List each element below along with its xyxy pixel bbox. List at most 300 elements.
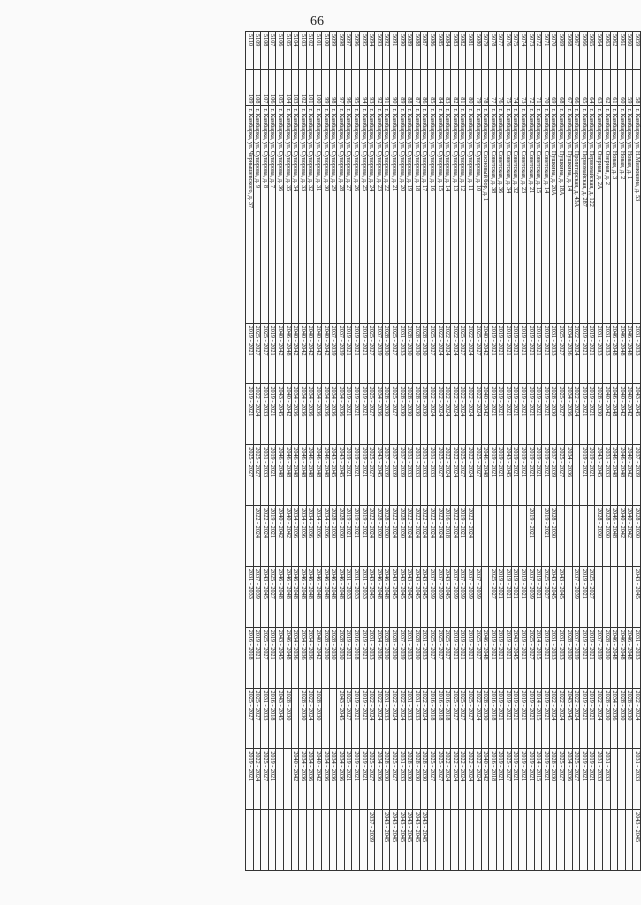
cell-period: [329, 810, 337, 871]
cell-period: [587, 810, 595, 871]
cell-period: 2031 - 2033: [398, 323, 406, 384]
cell-period: [603, 810, 611, 871]
cell-period: 2043 - 2045: [413, 566, 421, 627]
cell-period: 2037 - 2039: [451, 566, 459, 627]
cell-row-number: 5102: [306, 32, 314, 70]
cell-item-number: 101: [306, 70, 314, 106]
cell-period: [610, 749, 618, 810]
cell-period: 2043 - 2045: [390, 566, 398, 627]
cell-period: 2025 - 2027: [435, 749, 443, 810]
cell-period: 2037 - 2039: [473, 566, 481, 627]
cell-row-number: 5075: [511, 32, 519, 70]
cell-period: 2019 - 2021: [352, 323, 360, 384]
cell-period: [246, 506, 254, 567]
cell-period: 2025 - 2027: [489, 566, 497, 627]
cell-item-number: 71: [534, 70, 542, 106]
cell-period: 2022 - 2024: [557, 688, 565, 749]
cell-period: 2034 - 2036: [375, 749, 383, 810]
cell-period: [625, 810, 633, 871]
cell-period: 2022 - 2024: [633, 688, 641, 749]
cell-period: 2031 - 2033: [246, 566, 254, 627]
cell-period: 2028 - 2030: [565, 627, 573, 688]
cell-period: [496, 810, 504, 871]
cell-address: г. Камбарка, ул. Пушкина, д. 18А: [557, 106, 565, 323]
table-row: [534, 32, 542, 871]
cell-period: 2019 - 2021: [580, 384, 588, 445]
cell-item-number: 70: [542, 70, 550, 106]
cell-period: 2025 - 2027: [435, 627, 443, 688]
cell-period: 2028 - 2030: [337, 506, 345, 567]
cell-address: г. Камбарка, ул. Суворова, д. 31: [314, 106, 322, 323]
cell-period: 2019 - 2021: [352, 688, 360, 749]
register-table: [245, 31, 641, 871]
cell-period: 2025 - 2027: [542, 566, 550, 627]
cell-address: г. Камбарка, ул. Новая, д. 1: [625, 106, 633, 323]
cell-period: 2025 - 2027: [428, 627, 436, 688]
cell-address: г. Камбарка, ул. Суворова, д. 8: [261, 106, 269, 323]
cell-period: 2019 - 2021: [360, 627, 368, 688]
cell-address: г. Камбарка, ул. Суворова, д. 9: [253, 106, 261, 323]
cell-item-number: 68: [557, 70, 565, 106]
cell-period: 2043 - 2045: [390, 810, 398, 871]
cell-period: 2037 - 2039: [398, 445, 406, 506]
table-row: [504, 32, 512, 871]
table-row: [329, 32, 337, 871]
cell-address: г. Камбарка, ул. Суворова, д. 29: [329, 106, 337, 323]
cell-period: 2031 - 2033: [603, 323, 611, 384]
cell-period: 2025 - 2027: [390, 323, 398, 384]
cell-period: 2037 - 2039: [428, 566, 436, 627]
cell-item-number: 69: [549, 70, 557, 106]
cell-row-number: 5079: [481, 32, 489, 70]
cell-period: 2014 - 2015: [534, 749, 542, 810]
cell-period: [489, 810, 497, 871]
cell-row-number: 5107: [268, 32, 276, 70]
cell-address: г. Камбарка, ул. Суворова, д. 36: [276, 106, 284, 323]
cell-period: 2037 - 2039: [458, 566, 466, 627]
cell-period: 2028 - 2030: [549, 384, 557, 445]
cell-period: 2028 - 2030: [420, 384, 428, 445]
cell-period: 2019 - 2021: [587, 445, 595, 506]
cell-period: [519, 810, 527, 871]
cell-address: г. Камбарка, ул. Советская, д. 38: [489, 106, 497, 323]
table-row: [519, 32, 527, 871]
cell-period: 2028 - 2030: [299, 688, 307, 749]
cell-period: 2040 - 2042: [284, 384, 292, 445]
cell-period: [489, 506, 497, 567]
cell-row-number: 5096: [352, 32, 360, 70]
cell-period: 2019 - 2021: [344, 323, 352, 384]
cell-address: г. Камбарка, ул. Суворова, д. 30: [322, 106, 330, 323]
cell-period: 2019 - 2021: [344, 627, 352, 688]
table-row: [511, 32, 519, 871]
cell-period: [580, 810, 588, 871]
cell-period: [496, 506, 504, 567]
cell-row-number: 5093: [375, 32, 383, 70]
cell-period: 2022 - 2024: [390, 506, 398, 567]
cell-period: [565, 566, 573, 627]
table-row: [382, 32, 390, 871]
cell-row-number: 5071: [542, 32, 550, 70]
cell-period: 2019 - 2021: [527, 445, 535, 506]
cell-period: 2043 - 2045: [398, 566, 406, 627]
cell-period: 2019 - 2021: [519, 323, 527, 384]
cell-item-number: 99: [322, 70, 330, 106]
cell-row-number: 5072: [534, 32, 542, 70]
cell-period: 2037 - 2039: [398, 627, 406, 688]
cell-period: 2046 - 2048: [610, 384, 618, 445]
cell-period: 2019 - 2021: [519, 445, 527, 506]
table-row: [458, 32, 466, 871]
cell-period: 2022 - 2024: [451, 384, 459, 445]
cell-period: 2019 - 2021: [344, 506, 352, 567]
cell-period: 2046 - 2048: [284, 323, 292, 384]
cell-period: 2019 - 2021: [587, 384, 595, 445]
cell-period: [329, 688, 337, 749]
cell-period: 2019 - 2021: [587, 749, 595, 810]
cell-period: 2019 - 2021: [458, 506, 466, 567]
cell-item-number: 61: [610, 70, 618, 106]
cell-period: 2019 - 2021: [542, 323, 550, 384]
cell-period: [481, 566, 489, 627]
cell-period: 2028 - 2030: [329, 627, 337, 688]
cell-row-number: 5108: [261, 32, 269, 70]
cell-period: [443, 810, 451, 871]
table-row: [352, 32, 360, 871]
cell-period: 2043 - 2045: [261, 566, 269, 627]
cell-period: 2040 - 2042: [284, 506, 292, 567]
cell-row-number: 5087: [420, 32, 428, 70]
cell-period: 2019 - 2021: [519, 688, 527, 749]
cell-period: 2043 - 2045: [565, 688, 573, 749]
cell-item-number: 106: [268, 70, 276, 106]
cell-period: 2019 - 2021: [587, 323, 595, 384]
cell-period: 2040 - 2042: [625, 445, 633, 506]
table-row: [572, 32, 580, 871]
cell-period: 2028 - 2030: [405, 384, 413, 445]
cell-period: [481, 810, 489, 871]
cell-period: 2031 - 2033: [352, 566, 360, 627]
cell-period: [595, 566, 603, 627]
cell-period: 2025 - 2027: [253, 445, 261, 506]
cell-address: г. Камбарка, ул. Суворова, д. 23: [375, 106, 383, 323]
cell-period: 2037 - 2039: [633, 445, 641, 506]
cell-period: 2025 - 2027: [261, 627, 269, 688]
cell-item-number: 94: [360, 70, 368, 106]
cell-period: 2025 - 2027: [390, 749, 398, 810]
cell-period: 2040 - 2042: [322, 323, 330, 384]
table-row: [466, 32, 474, 871]
cell-address: г. Камбарка, ул. Советская, д. 36: [496, 106, 504, 323]
cell-period: 2037 - 2039: [390, 445, 398, 506]
cell-period: 2043 - 2045: [375, 445, 383, 506]
cell-period: 2019 - 2021: [344, 384, 352, 445]
cell-period: 2028 - 2030: [413, 627, 421, 688]
cell-period: 2040 - 2042: [481, 749, 489, 810]
cell-period: 2031 - 2033: [633, 749, 641, 810]
cell-period: [466, 810, 474, 871]
table-row: [625, 32, 633, 871]
cell-period: 2019 - 2021: [534, 566, 542, 627]
cell-period: 2019 - 2021: [511, 749, 519, 810]
cell-period: 2034 - 2036: [375, 627, 383, 688]
cell-period: 2019 - 2021: [504, 627, 512, 688]
register-table-body: [246, 32, 641, 871]
cell-period: [534, 506, 542, 567]
cell-period: 2028 - 2030: [314, 688, 322, 749]
cell-row-number: 5098: [337, 32, 345, 70]
cell-item-number: 84: [435, 70, 443, 106]
cell-period: 2046 - 2048: [322, 566, 330, 627]
cell-period: 2022 - 2024: [435, 323, 443, 384]
table-row: [299, 32, 307, 871]
cell-row-number: 5060: [625, 32, 633, 70]
cell-period: 2037 - 2039: [367, 810, 375, 871]
cell-period: 2019 - 2021: [268, 749, 276, 810]
cell-period: 2025 - 2027: [458, 688, 466, 749]
cell-period: 2040 - 2042: [618, 506, 626, 567]
cell-item-number: 73: [519, 70, 527, 106]
cell-period: [625, 749, 633, 810]
cell-period: 2034 - 2036: [337, 384, 345, 445]
table-row: [246, 32, 254, 871]
cell-item-number: 95: [352, 70, 360, 106]
cell-period: 2019 - 2021: [268, 323, 276, 384]
cell-period: 2046 - 2048: [610, 445, 618, 506]
cell-item-number: 97: [337, 70, 345, 106]
cell-period: 2019 - 2021: [466, 627, 474, 688]
cell-period: 2019 - 2021: [542, 384, 550, 445]
cell-period: 2028 - 2030: [382, 323, 390, 384]
cell-period: 2031 - 2033: [595, 323, 603, 384]
cell-period: 2022 - 2024: [473, 384, 481, 445]
table-row: [344, 32, 352, 871]
cell-period: 2022 - 2024: [390, 688, 398, 749]
table-row: [473, 32, 481, 871]
cell-period: 2014 - 2015: [534, 627, 542, 688]
cell-period: 2016 - 2018: [352, 627, 360, 688]
cell-period: 2046 - 2048: [299, 566, 307, 627]
table-row: [580, 32, 588, 871]
cell-period: 2040 - 2042: [291, 323, 299, 384]
cell-period: 2034 - 2036: [314, 384, 322, 445]
cell-row-number: 5069: [557, 32, 565, 70]
cell-period: [580, 506, 588, 567]
cell-row-number: 5091: [390, 32, 398, 70]
cell-period: 2037 - 2039: [549, 445, 557, 506]
cell-period: 2028 - 2030: [420, 323, 428, 384]
table-row: [360, 32, 368, 871]
cell-period: 2022 - 2024: [253, 384, 261, 445]
cell-period: 2043 - 2045: [511, 627, 519, 688]
table-row: [496, 32, 504, 871]
cell-period: 2046 - 2048: [382, 566, 390, 627]
cell-period: 2022 - 2024: [451, 323, 459, 384]
cell-period: [565, 810, 573, 871]
table-row: [603, 32, 611, 871]
cell-period: 2022 - 2024: [451, 506, 459, 567]
table-row: [557, 32, 565, 871]
cell-period: 2031 - 2033: [367, 627, 375, 688]
cell-period: 2037 - 2039: [466, 566, 474, 627]
cell-address: г. Камбарка, ул. Суворова, д. 10: [473, 106, 481, 323]
cell-period: 2019 - 2021: [268, 627, 276, 688]
page-number: 66: [310, 14, 324, 29]
cell-address: г. Камбарка, ул. Суворова, д. 33: [299, 106, 307, 323]
cell-period: 2031 - 2033: [261, 445, 269, 506]
cell-period: [572, 506, 580, 567]
cell-period: 2019 - 2021: [511, 445, 519, 506]
cell-period: 2040 - 2042: [291, 749, 299, 810]
cell-period: 2043 - 2045: [329, 445, 337, 506]
cell-period: [352, 810, 360, 871]
cell-period: 2046 - 2048: [610, 506, 618, 567]
cell-period: 2037 - 2039: [329, 323, 337, 384]
cell-period: 2025 - 2027: [428, 323, 436, 384]
cell-period: 2025 - 2027: [261, 323, 269, 384]
cell-period: 2022 - 2024: [572, 323, 580, 384]
cell-item-number: 88: [405, 70, 413, 106]
cell-period: 2043 - 2045: [633, 810, 641, 871]
cell-period: 2019 - 2021: [504, 384, 512, 445]
cell-period: 2022 - 2024: [428, 506, 436, 567]
cell-period: 2028 - 2030: [595, 384, 603, 445]
cell-period: 2019 - 2021: [527, 688, 535, 749]
cell-period: 2031 - 2033: [413, 445, 421, 506]
cell-period: 2019 - 2021: [587, 627, 595, 688]
cell-period: 2034 - 2036: [610, 688, 618, 749]
table-row: [268, 32, 276, 871]
cell-item-number: 65: [580, 70, 588, 106]
cell-period: 2016 - 2018: [246, 627, 254, 688]
cell-period: 2025 - 2027: [527, 627, 535, 688]
cell-period: 2046 - 2048: [610, 323, 618, 384]
cell-period: 2022 - 2024: [466, 749, 474, 810]
cell-period: 2040 - 2042: [306, 323, 314, 384]
cell-period: 2016 - 2018: [443, 688, 451, 749]
cell-period: [458, 810, 466, 871]
cell-period: 2025 - 2027: [458, 323, 466, 384]
cell-period: 2019 - 2021: [542, 627, 550, 688]
cell-period: 2019 - 2021: [360, 688, 368, 749]
cell-item-number: 60: [618, 70, 626, 106]
cell-row-number: 5094: [367, 32, 375, 70]
cell-period: 2019 - 2021: [360, 506, 368, 567]
cell-period: 2019 - 2021: [496, 627, 504, 688]
cell-period: 2031 - 2033: [557, 627, 565, 688]
cell-row-number: 5080: [473, 32, 481, 70]
cell-period: 2019 - 2021: [496, 384, 504, 445]
cell-period: 2025 - 2027: [246, 445, 254, 506]
cell-address: г. Камбарка, ул. Суворова, д. 27: [344, 106, 352, 323]
cell-period: 2040 - 2042: [625, 506, 633, 567]
cell-period: [253, 810, 261, 871]
cell-period: [587, 506, 595, 567]
cell-item-number: 75: [504, 70, 512, 106]
cell-period: 2028 - 2030: [390, 627, 398, 688]
cell-address: г. Камбарка, ул. Суворова, д. 24: [367, 106, 375, 323]
cell-period: [344, 810, 352, 871]
cell-item-number: 67: [565, 70, 573, 106]
table-row: [276, 32, 284, 871]
cell-item-number: 98: [329, 70, 337, 106]
cell-period: 2025 - 2027: [268, 566, 276, 627]
cell-period: 2019 - 2021: [496, 445, 504, 506]
cell-period: 2034 - 2036: [322, 506, 330, 567]
cell-period: 2019 - 2021: [527, 384, 535, 445]
cell-period: [504, 506, 512, 567]
cell-period: [618, 749, 626, 810]
cell-period: 2025 - 2027: [504, 749, 512, 810]
cell-period: [314, 810, 322, 871]
cell-period: 2037 - 2039: [595, 627, 603, 688]
cell-address: г. Камбарка, ул. Суворова, д. 13: [451, 106, 459, 323]
cell-period: 2028 - 2030: [549, 506, 557, 567]
cell-period: 2019 - 2021: [534, 384, 542, 445]
cell-period: 2019 - 2021: [519, 384, 527, 445]
table-row: [420, 32, 428, 871]
cell-address: г. Камбарка, ул. Советская, д. 32: [511, 106, 519, 323]
cell-period: [610, 810, 618, 871]
cell-item-number: 90: [390, 70, 398, 106]
cell-period: 2037 - 2039: [572, 627, 580, 688]
cell-period: 2043 - 2045: [405, 810, 413, 871]
cell-item-number: 108: [253, 70, 261, 106]
cell-period: 2022 - 2024: [458, 384, 466, 445]
cell-period: 2034 - 2036: [291, 384, 299, 445]
cell-period: 2031 - 2033: [261, 688, 269, 749]
cell-period: 2022 - 2024: [306, 688, 314, 749]
table-row: [413, 32, 421, 871]
cell-period: 2046 - 2048: [284, 627, 292, 688]
cell-row-number: 5086: [428, 32, 436, 70]
cell-period: 2031 - 2033: [420, 627, 428, 688]
cell-period: 2025 - 2027: [246, 688, 254, 749]
table-row: [398, 32, 406, 871]
cell-period: 2031 - 2033: [344, 566, 352, 627]
cell-row-number: 5092: [382, 32, 390, 70]
table-row: [595, 32, 603, 871]
cell-period: 2034 - 2036: [299, 627, 307, 688]
cell-address: г. Камбарка, ул. Советская, д. 14: [542, 106, 550, 323]
table-row: [367, 32, 375, 871]
cell-row-number: 5103: [299, 32, 307, 70]
cell-period: [565, 506, 573, 567]
cell-period: 2046 - 2048: [306, 566, 314, 627]
cell-address: г. Камбарка, ул. Первомайская, д. 122: [587, 106, 595, 323]
cell-period: 2028 - 2030: [284, 688, 292, 749]
cell-period: [625, 566, 633, 627]
cell-period: 2028 - 2030: [420, 749, 428, 810]
cell-period: 2025 - 2027: [367, 323, 375, 384]
cell-period: 2019 - 2021: [489, 323, 497, 384]
cell-address: г. Камбарка, ул. Советская, д. 34: [504, 106, 512, 323]
cell-period: 2031 - 2033: [633, 627, 641, 688]
cell-item-number: 93: [367, 70, 375, 106]
cell-row-number: 5110: [246, 32, 254, 70]
cell-period: 2046 - 2048: [291, 566, 299, 627]
cell-period: 2025 - 2027: [451, 688, 459, 749]
cell-row-number: 5059: [633, 32, 641, 70]
cell-period: 2034 - 2036: [329, 749, 337, 810]
cell-period: 2028 - 2030: [413, 384, 421, 445]
cell-address: г. Камбарка, ул. Советская, д. 23: [519, 106, 527, 323]
cell-row-number: 5106: [276, 32, 284, 70]
cell-period: [451, 810, 459, 871]
cell-period: 2043 - 2045: [337, 688, 345, 749]
cell-item-number: 86: [420, 70, 428, 106]
cell-item-number: 74: [511, 70, 519, 106]
